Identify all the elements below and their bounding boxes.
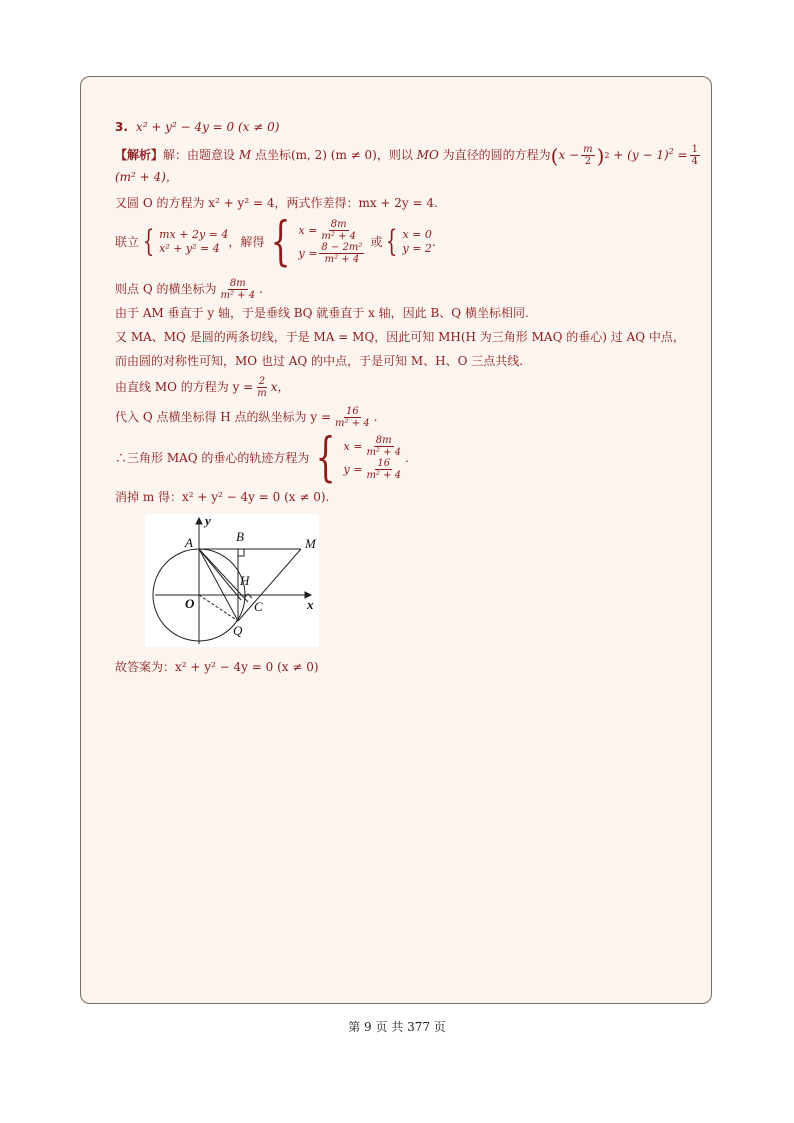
text: 而由圆的对称性可知，MO 也过 AQ 的中点，于是可知 M、H、O 三点共线. [115,354,524,368]
text: (m, 2) (m ≠ 0)，则以 [290,148,413,163]
label-y: y [205,514,211,528]
text: 消掉 m 得：x² + y² − 4y = 0 (x ≠ 0). [115,490,330,504]
label-q: Q [233,623,243,638]
fraction [364,458,403,481]
system-row: y = 2 [402,242,432,255]
label-m: M [305,536,316,551]
system-solution [298,219,366,265]
final-answer-line [115,660,319,674]
analysis-line-11 [115,428,409,488]
text: (m² + 4)， [115,170,178,184]
den: m² + 4 [366,447,402,458]
y-axis-arrow [196,518,202,524]
fraction [319,242,364,265]
den: m² + 4 [335,418,370,429]
problem-number: 3. [115,120,128,134]
num: 16 [345,406,359,417]
den: 2 [584,156,592,167]
fraction [218,278,257,301]
text: ，解得 [228,234,265,249]
fraction-quarter [690,144,700,167]
fraction-hy [333,406,372,429]
right-angle-b [238,549,244,556]
paren: ( [550,143,559,168]
fraction-slope [255,376,268,399]
text: 联立 [115,234,140,249]
system-1 [159,228,228,256]
text: x， [270,380,290,395]
brace: { [386,224,398,259]
text: . [373,410,378,425]
analysis-line-10 [115,406,377,429]
analysis-line-6 [115,306,529,320]
analysis-line-7 [115,330,685,344]
analysis-line-5 [115,278,263,301]
num: 1 [691,144,698,155]
brace: { [316,428,336,488]
text: + $(y - 1)^2$ = [609,147,688,163]
segment-mo: MO [412,148,443,163]
text: 又 MA、MQ 是圆的两条切线，于是 MA = MQ，因此可知 MH(H 为三角形 MAQ 的垂心) 过 AQ 中点， [115,330,685,344]
text: 点坐标 [254,148,291,163]
system-row: y = $\frac{\text{8 − 2m²}}{\text{m² + 4}}$ [298,242,363,265]
text: 由于 AM 垂直于 y 轴，于是垂线 BQ 就垂直于 x 轴，因此 B、Q 横坐标相同. [115,306,529,320]
figure-svg [145,514,319,647]
brace: { [142,224,155,259]
line-oq-dashed [199,595,238,621]
den: m² + 4 [324,254,360,265]
den: m [257,388,267,399]
text: 或 [370,234,383,249]
geometry-figure [145,514,319,647]
den: m² + 4 [321,231,356,242]
answer-line [115,120,279,134]
text: 由直线 MO 的方程为 y = [115,380,254,395]
label-c: C [254,599,263,614]
den: 4 [691,156,698,167]
num: 2 [258,376,266,387]
answer-text: x² + y² − 4y = 0 (x ≠ 0) [135,120,280,134]
label-b: B [236,529,244,544]
paren: ) [596,143,605,168]
text: . [405,450,409,465]
system-2 [402,228,431,256]
num: 16 [377,458,391,469]
text: 故答案为：x² + y² − 4y = 0 (x ≠ 0) [115,660,319,674]
analysis-line-2 [115,170,178,184]
text: ∴三角形 MAQ 的垂心的轨迹方程为 [115,450,310,465]
label-h: H [240,573,250,588]
analysis-line-12 [115,490,329,504]
system-row: y = $\frac{16}{\text{m² + 4}}$ [343,458,402,481]
system-row: x = $\frac{8m}{\text{m² + 4}}$ [343,435,402,458]
system-row: x² + y² = 4 [159,242,220,255]
text: . [259,282,263,297]
analysis-line-9 [115,376,289,399]
text: 则点 Q 的横坐标为 [115,282,217,297]
analysis-tag: 【解析】 [115,148,164,163]
label-x: x [307,597,314,612]
analysis-line-8 [115,354,523,368]
fraction-m-over-2 [581,144,594,167]
label-a: A [185,535,193,550]
system-row: mx + 2y = 4 [159,228,229,242]
den: m² + 4 [220,290,256,301]
num: m [583,144,593,155]
system-row: x = 0 [402,228,432,242]
den: m² + 4 [366,470,402,481]
text: x − [558,148,580,163]
text: 代入 Q 点横坐标得 H 点的纵坐标为 y = [115,410,332,425]
system-locus [344,435,406,481]
brace: { [271,212,291,272]
text: 解：由题意设 [163,148,236,163]
num: 8m [330,219,347,230]
num: 8m [375,435,392,446]
text: . [431,234,436,249]
analysis-line-4 [115,212,436,272]
label-o: O [185,596,195,611]
text: 为直径的圆的方程为 [442,148,551,163]
num: 8 − 2m² [321,242,363,253]
system-row: x = $\frac{8m}{\text{m² + 4}}$ [298,219,356,242]
page-footer: 第 9 页 共 377 页 [348,1020,446,1034]
analysis-line-3 [115,196,438,210]
fraction [364,435,403,458]
point-m: M [235,148,255,163]
text: 又圆 O 的方程为 x² + y² = 4，两式作差得：mx + 2y = 4. [115,196,438,210]
analysis-line-1: 【解析】 解：由题意设 M 点坐标 (m, 2) (m ≠ 0)，则以 MO 为直径的圆的方程为 ( x − $\frac{m}{2}$ ) 2 + $(y - 1)^2$ = $\frac{1}{4}$ [115,143,698,168]
num: 8m [229,278,246,289]
fraction [319,219,358,242]
